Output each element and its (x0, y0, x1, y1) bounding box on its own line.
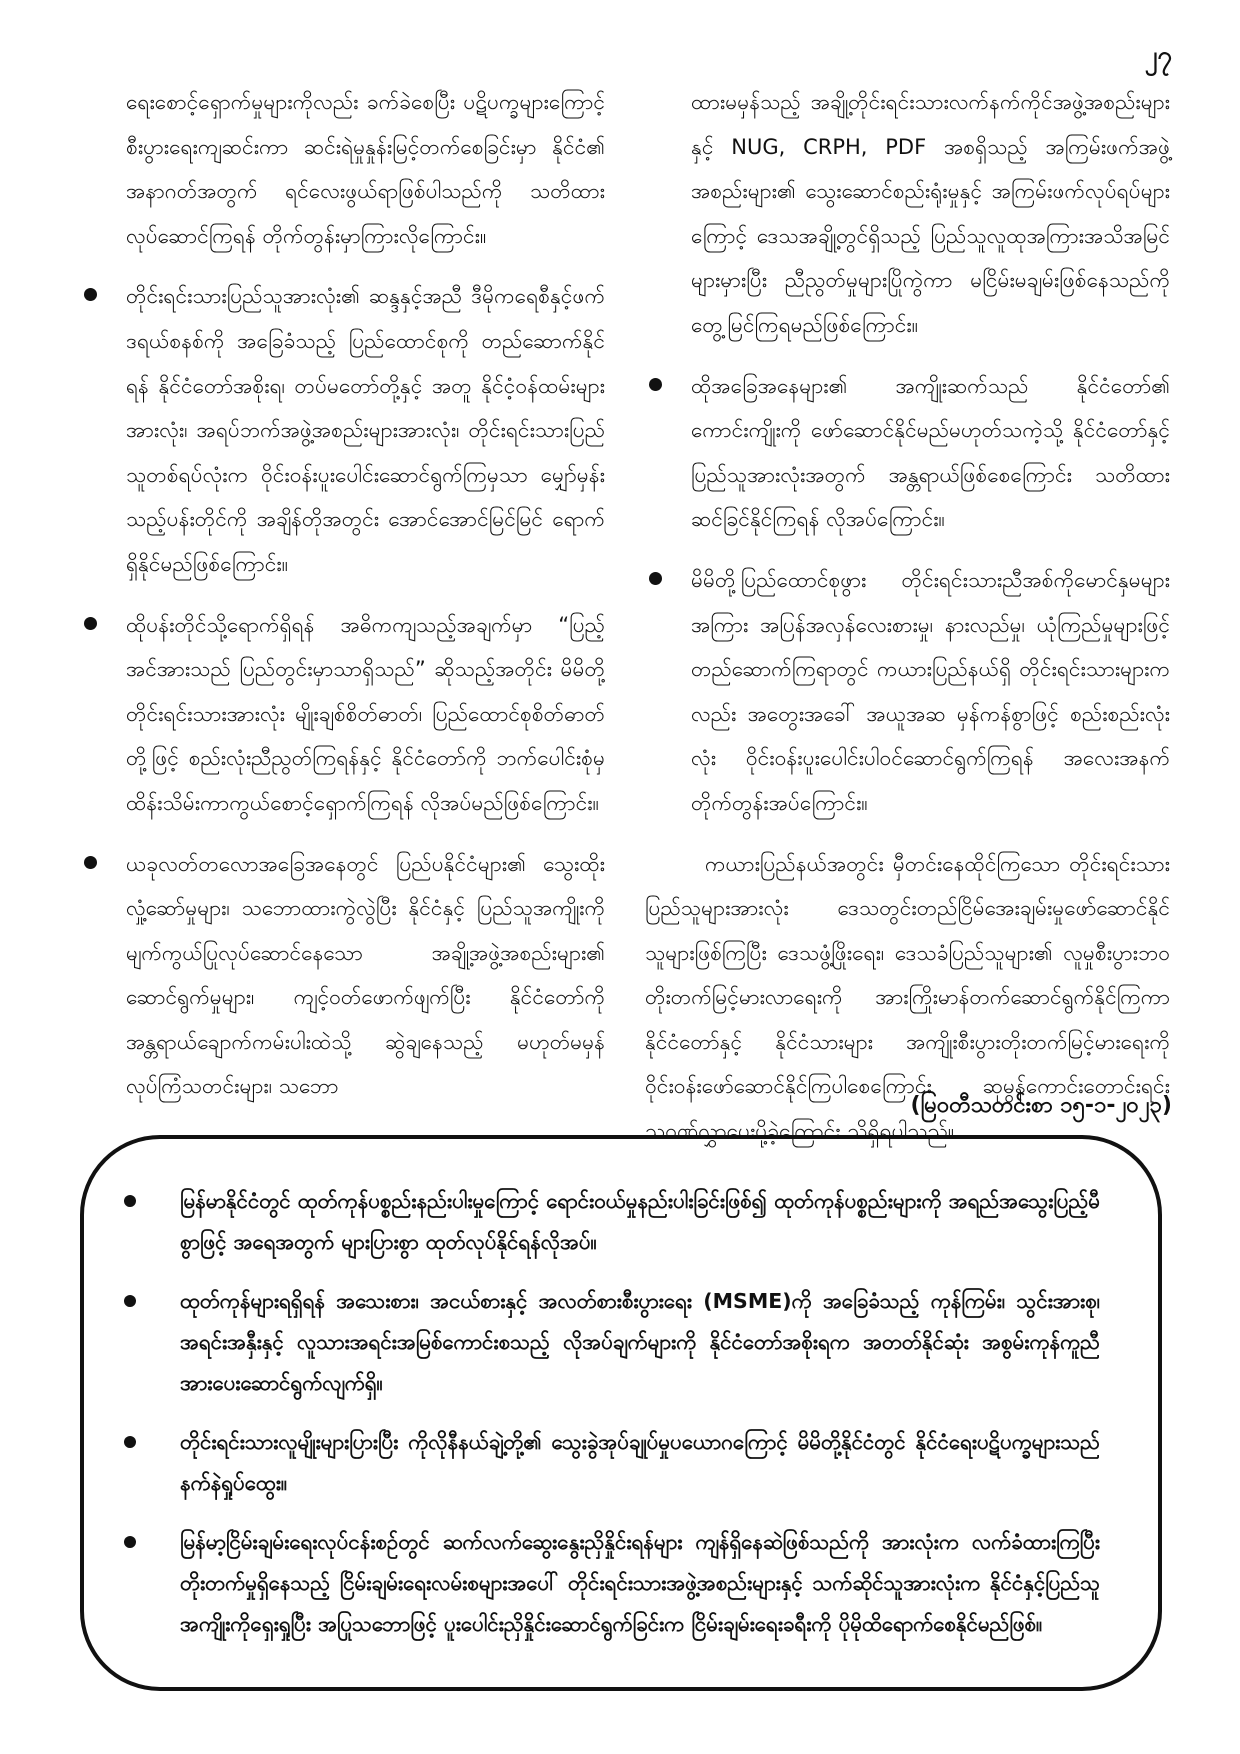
list-item-text: တိုင်းရင်းသားပြည်သူအားလုံး၏ ဆန္ဒနှင့်အညီ ဒီမိုကရေစီနှင့်ဖက်ဒရယ်စနစ်ကို အခြေခံသည့် ပြည်ထောင်စုကို တည်ဆောက်နိုင်ရန် နိုင်ငံတော်အစိုးရ၊ တပ်မတော်တို့နှင့် အတူ နိုင်ငံ့ဝန်ထမ်းများအားလုံး၊ အရပ်ဘက်အဖွဲ့အစည်းများအားလုံး၊ တိုင်းရင်းသားပြည်သူတစ်ရပ်လုံးက ဝိုင်းဝန်းပူးပေါင်းဆောင်ရွက်ကြမှသာ မျှော်မှန်းသည့်ပန်းတိုင်ကို အချိန်တိုအတွင်း အောင်အောင်မြင်မြင် ရောက်ရှိနိုင်မည်ဖြစ်ကြောင်း။ (126, 284, 605, 576)
page-number: ၂၇ (1144, 41, 1172, 71)
bullet-icon (124, 1536, 136, 1548)
bullet-icon (649, 572, 662, 585)
bullet-icon (84, 288, 97, 301)
list-item (645, 364, 1170, 542)
summary-item (124, 1281, 1100, 1404)
list-item (80, 603, 605, 826)
article-columns (80, 80, 1170, 1144)
list-item-text: ထိုပန်းတိုင်သို့ရောက်ရှိရန် အဓိကကျသည့်အချက်မှာ “ပြည့်အင်အားသည် ပြည်တွင်းမှာသာရှိသည်” ဆိုသည့်အတိုင်း မိမိတို့တိုင်းရင်းသားအားလုံး မျိုးချစ်စိတ်ဓာတ်၊ ပြည်ထောင်စုစိတ်ဓာတ်တို့ဖြင့် စည်းလုံးညီညွတ်ကြရန်နှင့် နိုင်ငံတော်ကို ဘက်ပေါင်းစုံမှ ထိန်းသိမ်းကာကွယ်စောင့်ရှောက်ကြရန် လိုအပ်မည်ဖြစ်ကြောင်း။ (126, 612, 605, 815)
list-item (80, 274, 605, 586)
left-bullet-list (80, 274, 605, 1109)
summary-item-text: တိုင်းရင်းသားလူမျိုးများပြားပြီး ကိုလိုနီနယ်ချဲ့တို့၏ သွေးခွဲအုပ်ချုပ်မှုပယောဂကြောင့် မိမိတို့နိုင်ငံတွင် နိုင်ငံရေးပဋိပက္ခများသည် နက်နဲရှုပ်ထွေး။ (180, 1430, 1100, 1495)
source-citation: (မြဝတီသတင်းစာ ၁၅-၁-၂၀၂၃) (910, 1093, 1172, 1118)
list-item-text: ထိုအခြေအနေများ၏ အကျိုးဆက်သည် နိုင်ငံတော်၏ ကောင်းကျိုးကို ဖော်ဆောင်နိုင်မည်မဟုတ်သကဲ့သို့ နိုင်ငံတော်နှင့် ပြည်သူအားလုံးအတွက် အန္တရာယ်ဖြစ်စေကြောင်း သတိထားဆင်ခြင်နိုင်ကြရန် လိုအပ်ကြောင်း။ (691, 373, 1170, 532)
bullet-icon (84, 856, 97, 869)
list-item (80, 842, 605, 1110)
summary-item-text: ထုတ်ကုန်များရရှိရန် အသေးစား၊ အငယ်စားနှင့် အလတ်စားစီးပွားရေး (MSME)ကို အခြေခံသည့် ကုန်ကြမ်း၊ သွင်းအားစု၊ အရင်းအနှီးနှင့် လူသားအရင်းအမြစ်ကောင်းစသည့် လိုအပ်ချက်များကို နိုင်ငံတော်အစိုးရက အတတ်နိုင်ဆုံး အစွမ်းကုန်ကူညီအားပေးဆောင်ရွက်လျက်ရှိ။ (180, 1289, 1100, 1395)
list-item (645, 558, 1170, 826)
left-column (80, 80, 605, 1120)
summary-item (124, 1522, 1100, 1645)
summary-bullet-list (124, 1181, 1100, 1645)
summary-item-text: မြန်မာ့ငြိမ်းချမ်းရေးလုပ်ငန်းစဉ်တွင် ဆက်လက်ဆွေးနွေးညှိနှိုင်းရန်များ ကျန်ရှိနေဆဲဖြစ်သည်ကို အားလုံးက လက်ခံထားကြပြီး တိုးတက်မှုရှိနေသည့် ငြိမ်းချမ်းရေးလမ်းစများအပေါ် တိုင်းရင်းသားအဖွဲ့အစည်းများနှင့် သက်ဆိုင်သူအားလုံးက နိုင်ငံနှင့်ပြည်သူအကျိုးကိုရှေးရှုပြီး အပြုသဘောဖြင့် ပူးပေါင်းညှိနှိုင်းဆောင်ရွက်ခြင်းက ငြိမ်းချမ်းရေးခရီးကို ပိုမိုထိရောက်စေနိုင်မည်ဖြစ်။ (180, 1530, 1100, 1636)
bullet-icon (124, 1295, 136, 1307)
right-bullet-list (645, 364, 1170, 826)
right-column (645, 80, 1170, 1144)
bullet-icon (649, 378, 662, 391)
left-column-continuation: ရေးစောင့်ရှောက်မှုများကိုလည်း ခက်ခဲစေပြီး ပဋိပက္ခများကြောင့် စီးပွားရေးကျဆင်းကာ ဆင်းရဲမှုနှုန်းမြင့်တက်စေခြင်းမှာ နိုင်ငံ၏ အနာဂတ်အတွက် ရင်လေးဖွယ်ရာဖြစ်ပါသည်ကို သတိထားလုပ်ဆောင်ကြရန် တိုက်တွန်းမှာကြားလိုကြောင်း။ (126, 90, 605, 248)
closing-paragraph: ကယားပြည်နယ်အတွင်း မှီတင်းနေထိုင်ကြသော တိုင်းရင်းသားပြည်သူများအားလုံး ဒေသတွင်းတည်ငြိမ်အေးချမ်းမှုဖော်ဆောင်နိုင်သူများဖြစ်ကြပြီး ဒေသဖွံ့ဖြိုးရေး၊ ဒေသခံပြည်သူများ၏ လူမှုစီးပွားဘဝတိုးတက်မြင့်မားလာရေးကို အားကြိုးမာန်တက်ဆောင်ရွက်နိုင်ကြကာ နိုင်ငံတော်နှင့် နိုင်ငံသားများ အကျိုးစီးပွားတိုးတက်မြင့်မားရေးကို ဝိုင်းဝန်းဖော်ဆောင်နိုင်ကြပါစေကြောင်း ဆုမွန်ကောင်းတောင်းရင်း သဝဏ်လွှာပေးပို့ခဲ့ကြောင်း သိရှိရပါသည်။ (645, 851, 1170, 1144)
summary-item-text: မြန်မာနိုင်ငံတွင် ထုတ်ကုန်ပစ္စည်းနည်းပါးမှုကြောင့် ရောင်းဝယ်မှုနည်းပါးခြင်းဖြစ်၍ ထုတ်ကုန်ပစ္စည်းများကို အရည်အသွေးပြည့်မီစွာဖြင့် အရေအတွက် များပြားစွာ ထုတ်လုပ်နိုင်ရန်လိုအပ်။ (180, 1189, 1100, 1254)
right-column-continuation: ထားမမှန်သည့် အချို့တိုင်းရင်းသားလက်နက်ကိုင်အဖွဲ့အစည်းများနှင့် NUG, CRPH, PDF အစရှိသည့် အကြမ်းဖက်အဖွဲ့အစည်းများ၏ သွေးဆောင်စည်းရုံးမှုနှင့် အကြမ်းဖက်လုပ်ရပ်များကြောင့် ဒေသအချို့တွင်ရှိသည့် ပြည်သူလူထုအကြားအသိအမြင်များမှားပြီး ညီညွတ်မှုများပြိုကွဲကာ မငြိမ်းမချမ်းဖြစ်နေသည်ကို တွေ့မြင်ကြရမည်ဖြစ်ကြောင်း။ (691, 90, 1170, 337)
bullet-icon (84, 617, 97, 630)
summary-item (124, 1181, 1100, 1263)
bullet-icon (124, 1195, 136, 1207)
summary-item (124, 1422, 1100, 1504)
list-item-text: ယခုလတ်တလောအခြေအနေတွင် ပြည်ပနိုင်ငံများ၏ သွေးထိုးလှုံ့ဆော်မှုများ၊ သဘောထားကွဲလွဲပြီး နိုင်ငံနှင့် ပြည်သူအကျိုးကို မျက်ကွယ်ပြုလုပ်ဆောင်နေသော အချို့အဖွဲ့အစည်းများ၏ ဆောင်ရွက်မှုများ၊ ကျင့်ဝတ်ဖောက်ဖျက်ပြီး နိုင်ငံတော်ကို အန္တရာယ်ချောက်ကမ်းပါးထဲသို့ ဆွဲချနေသည့် မဟုတ်မမှန် လုပ်ကြံသတင်းများ၊ သဘော (126, 851, 605, 1099)
summary-box (80, 1135, 1162, 1691)
list-item-text: မိမိတို့ပြည်ထောင်စုဖွား တိုင်းရင်းသားညီအစ်ကိုမောင်နှမများအကြား အပြန်အလှန်လေးစားမှု၊ နားလည်မှု၊ ယုံကြည်မှုများဖြင့် တည်ဆောက်ကြရာတွင် ကယားပြည်နယ်ရှိ တိုင်းရင်းသားများကလည်း အတွေးအခေါ် အယူအဆ မှန်ကန်စွာဖြင့် စည်းစည်းလုံးလုံး ဝိုင်းဝန်းပူးပေါင်းပါဝင်ဆောင်ရွက်ကြရန် အလေးအနက် တိုက်တွန်းအပ်ကြောင်း။ (691, 567, 1170, 815)
bullet-icon (124, 1436, 136, 1448)
